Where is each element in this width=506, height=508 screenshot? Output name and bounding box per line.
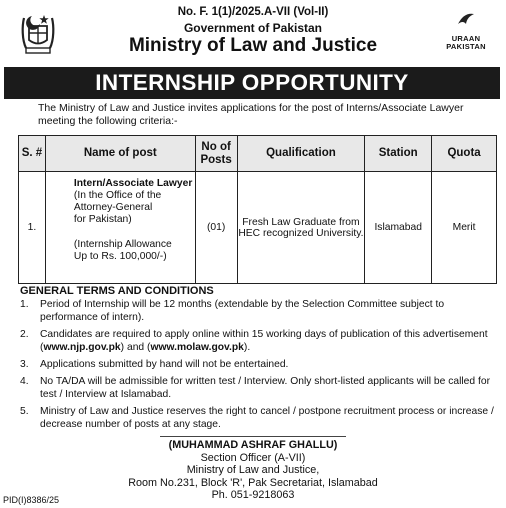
cell-station: Islamabad xyxy=(365,172,432,284)
post-office-line1: (In the Office of the xyxy=(73,190,162,201)
bird-icon xyxy=(456,10,476,30)
list-item: 1. Period of Internship will be 12 months (extendable by the Selection Committee subject to performance of intern). xyxy=(20,299,445,323)
list-item: 2. Candidates are required to apply online within 15 working days of publication of this advertisement (www.njp.gov.pk) and (www.molaw.gov.pk). xyxy=(20,329,488,353)
cell-sno: 1. xyxy=(19,172,46,284)
post-office-line2: Attorney-General xyxy=(73,202,153,213)
cell-quota: Merit xyxy=(432,172,497,284)
post-office-line3: for Pakistan) xyxy=(73,214,132,225)
pid-number: PID(I)8386/25 xyxy=(3,495,60,505)
pakistan-label: PAKISTAN xyxy=(446,42,486,51)
internship-banner: INTERNSHIP OPPORTUNITY xyxy=(4,67,500,99)
qualification-line2: HEC recognized University. xyxy=(238,227,364,239)
signature-divider xyxy=(160,436,346,437)
header-no-of-posts: No of Posts xyxy=(195,136,237,172)
cell-post xyxy=(45,172,195,284)
signature-block xyxy=(0,439,506,502)
allowance-line2: Up to Rs. 100,000/-) xyxy=(73,251,167,262)
signatory-address: Room No.231, Block 'R', Pak Secretariat, Islamabad xyxy=(128,476,378,489)
reference-number: No. F. 1(1)/2025.A-VII (Vol-II) xyxy=(177,6,329,18)
terms-list xyxy=(20,298,498,435)
header xyxy=(0,0,506,66)
list-item: 5. Ministry of Law and Justice reserves the right to cancel / postpone recruitment process or increase / decrease number of posts at any stage. xyxy=(20,406,494,430)
signatory-phone: Ph. 051-9218063 xyxy=(211,489,295,501)
signatory-designation: Section Officer (A-VII) xyxy=(200,451,306,464)
uraan-label: URAAN xyxy=(451,34,481,43)
allowance-line1: (Internship Allowance xyxy=(73,239,172,250)
ministry-title: Ministry of Law and Justice xyxy=(128,35,378,56)
header-post: Name of post xyxy=(45,136,195,172)
header-quota: Quota xyxy=(432,136,497,172)
uraan-pakistan-logo xyxy=(438,10,494,60)
header-station: Station xyxy=(365,136,432,172)
signatory-name: (MUHAMMAD ASHRAF GHALLU) xyxy=(168,439,338,451)
molaw-link[interactable]: www.molaw.gov.pk xyxy=(150,342,244,353)
header-qualification: Qualification xyxy=(237,136,365,172)
government-label: Government of Pakistan xyxy=(183,21,323,35)
posts-table xyxy=(18,135,497,284)
cell-no-of-posts: (01) xyxy=(195,172,237,284)
njp-link[interactable]: www.njp.gov.pk xyxy=(43,342,121,353)
table-row xyxy=(19,172,497,284)
list-item: 3. Applications submitted by hand will not be entertained. xyxy=(20,359,289,370)
table-header-row xyxy=(19,136,497,172)
signatory-office: Ministry of Law and Justice, xyxy=(186,464,320,476)
terms-heading: GENERAL TERMS AND CONDITIONS xyxy=(20,285,214,297)
cell-qualification xyxy=(237,172,365,284)
post-title: Intern/Associate Lawyer xyxy=(73,178,193,189)
qualification-line1: Fresh Law Graduate from xyxy=(242,216,360,228)
list-item: 4. No TA/DA will be admissible for written test / Interview. Only short-listed applicants will be called for test / Interview at Islamabad. xyxy=(20,376,491,400)
header-sno: S. # xyxy=(19,136,46,172)
intro-paragraph: The Ministry of Law and Justice invites applications for the post of Interns/Associate Lawyer meeting the following criteria:- xyxy=(38,102,464,127)
